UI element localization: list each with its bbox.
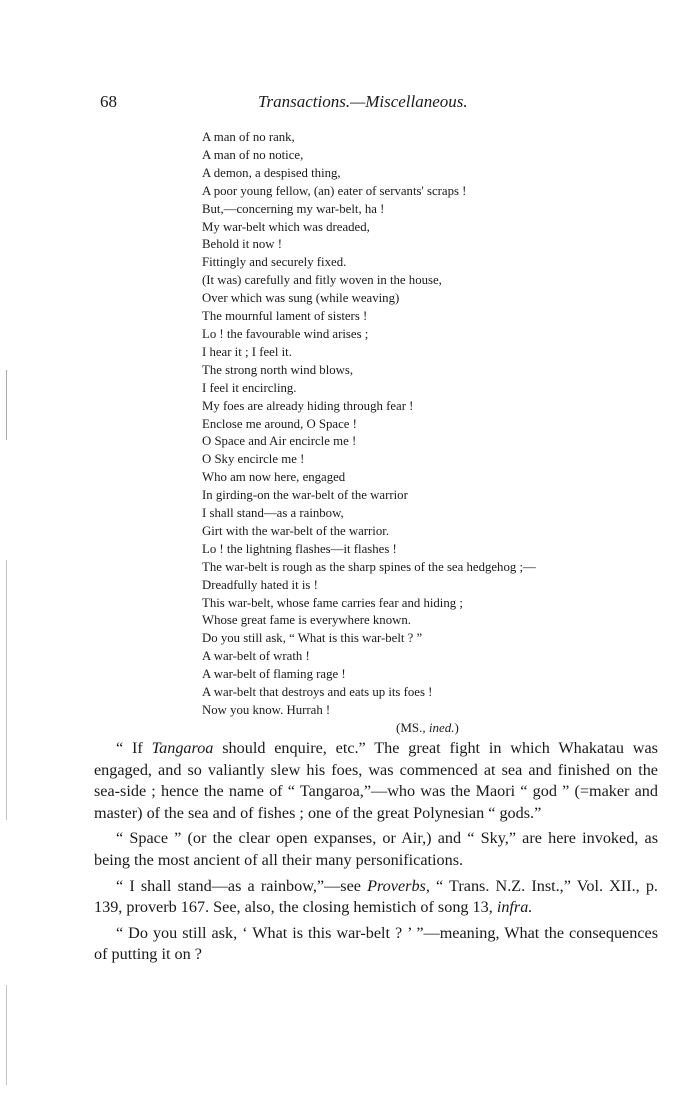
p3-italic-1: Proverbs (367, 876, 426, 895)
poem-block (200, 129, 580, 720)
p1-text-b: should enquire, etc.” The great fight in which Whakatau was engaged, and so valiantly slew his foes, was commenced at sea and finished on the sea-side ; hence the name of “ Tangaroa,”—who was the Maori “ god ” (=maker and master) of the sea and of fishes ; one of the great Polynesian “ gods.” (94, 739, 658, 822)
poem-line: I hear it ; I feel it. (202, 344, 292, 359)
poem-line: In girding-on the war-belt of the warrior (202, 488, 408, 503)
poem-line: A war-belt that destroys and eats up its foes ! (202, 685, 433, 700)
p1-text-a: “ If (116, 739, 152, 757)
poem-line: This war-belt, whose fame carries fear and hiding ; (202, 595, 463, 610)
poem-line: O Sky encircle me ! (202, 452, 305, 467)
poem-line: Who am now here, engaged (202, 470, 346, 485)
poem-line: I shall stand—as a rainbow, (202, 506, 344, 521)
p3-text-a: “ I shall stand—as a rainbow,”—see (116, 876, 368, 895)
poem-line: The mournful lament of sisters ! (202, 309, 368, 324)
poem-line: Dreadfully hated it is ! (202, 577, 318, 592)
poem-line: Do you still ask, “ What is this war-belt ? ” (202, 631, 423, 646)
poem-line: A poor young fellow, (an) eater of servants' scraps ! (202, 183, 467, 198)
poem-line: A war-belt of wrath ! (202, 649, 310, 664)
poem-line: Behold it now ! (202, 237, 282, 252)
p3-text-b: , “ Trans. N.Z. Inst.,” Vol. XII., p. 139, proverb 167. See, also, the closing hemistich of song 13, (94, 876, 658, 917)
poem-line: (It was) carefully and fitly woven in the house, (202, 273, 442, 288)
poem-line: The war-belt is rough as the sharp spines of the sea hedgehog ;— (202, 559, 536, 574)
poem-line: My war-belt which was dreaded, (202, 219, 370, 234)
poem-line: But,—concerning my war-belt, ha ! (202, 201, 385, 216)
poem-line: A demon, a despised thing, (202, 165, 341, 180)
page-number: 68 (100, 92, 117, 111)
poem-line: A man of no notice, (202, 147, 304, 162)
poem-line: Now you know. Hurrah ! (202, 703, 331, 717)
source-note-prefix: (MS., (396, 720, 429, 735)
scan-mark (6, 985, 7, 1085)
poem-line: The strong north wind blows, (202, 362, 354, 377)
poem-line: Girt with the war-belt of the warrior. (202, 523, 390, 538)
poem-line: Fittingly and securely fixed. (202, 255, 347, 270)
scan-mark (6, 560, 7, 820)
commentary (94, 738, 658, 970)
poem-line: My foes are already hiding through fear ! (202, 398, 414, 413)
poem-line: A war-belt of flaming rage ! (202, 667, 346, 682)
commentary-paragraph-2: “ Space ” (or the clear open expanses, or Air,) and “ Sky,” are here invoked, as being the most ancient of all their many personifications. (94, 829, 658, 869)
poem-line: I feel it encircling. (202, 380, 297, 395)
commentary-paragraph-1 (94, 738, 658, 824)
source-note-suffix: ) (454, 720, 459, 735)
scan-mark (6, 370, 7, 440)
p3-italic-2: infra. (496, 898, 533, 917)
poem-line: A man of no rank, (202, 130, 295, 144)
source-note (396, 720, 459, 736)
poem-line: Lo ! the lightning flashes—it flashes ! (202, 541, 397, 556)
commentary-paragraph-4: “ Do you still ask, ‘ What is this war-belt ? ’ ”—meaning, What the consequences of putting it on ? (94, 923, 658, 964)
poem-line: O Space and Air encircle me ! (202, 434, 357, 449)
commentary-paragraph-3 (94, 876, 658, 919)
source-note-italic: ined. (428, 720, 455, 735)
poem-line: Whose great fame is everywhere known. (202, 613, 411, 628)
poem-line: Lo ! the favourable wind arises ; (202, 326, 369, 341)
running-head: Transactions.—Miscellaneous. (258, 92, 468, 111)
p1-italic: Tangaroa (151, 739, 214, 757)
page-header (100, 92, 640, 116)
poem-line: Enclose me around, O Space ! (202, 416, 357, 431)
poem-line: Over which was sung (while weaving) (202, 291, 400, 306)
